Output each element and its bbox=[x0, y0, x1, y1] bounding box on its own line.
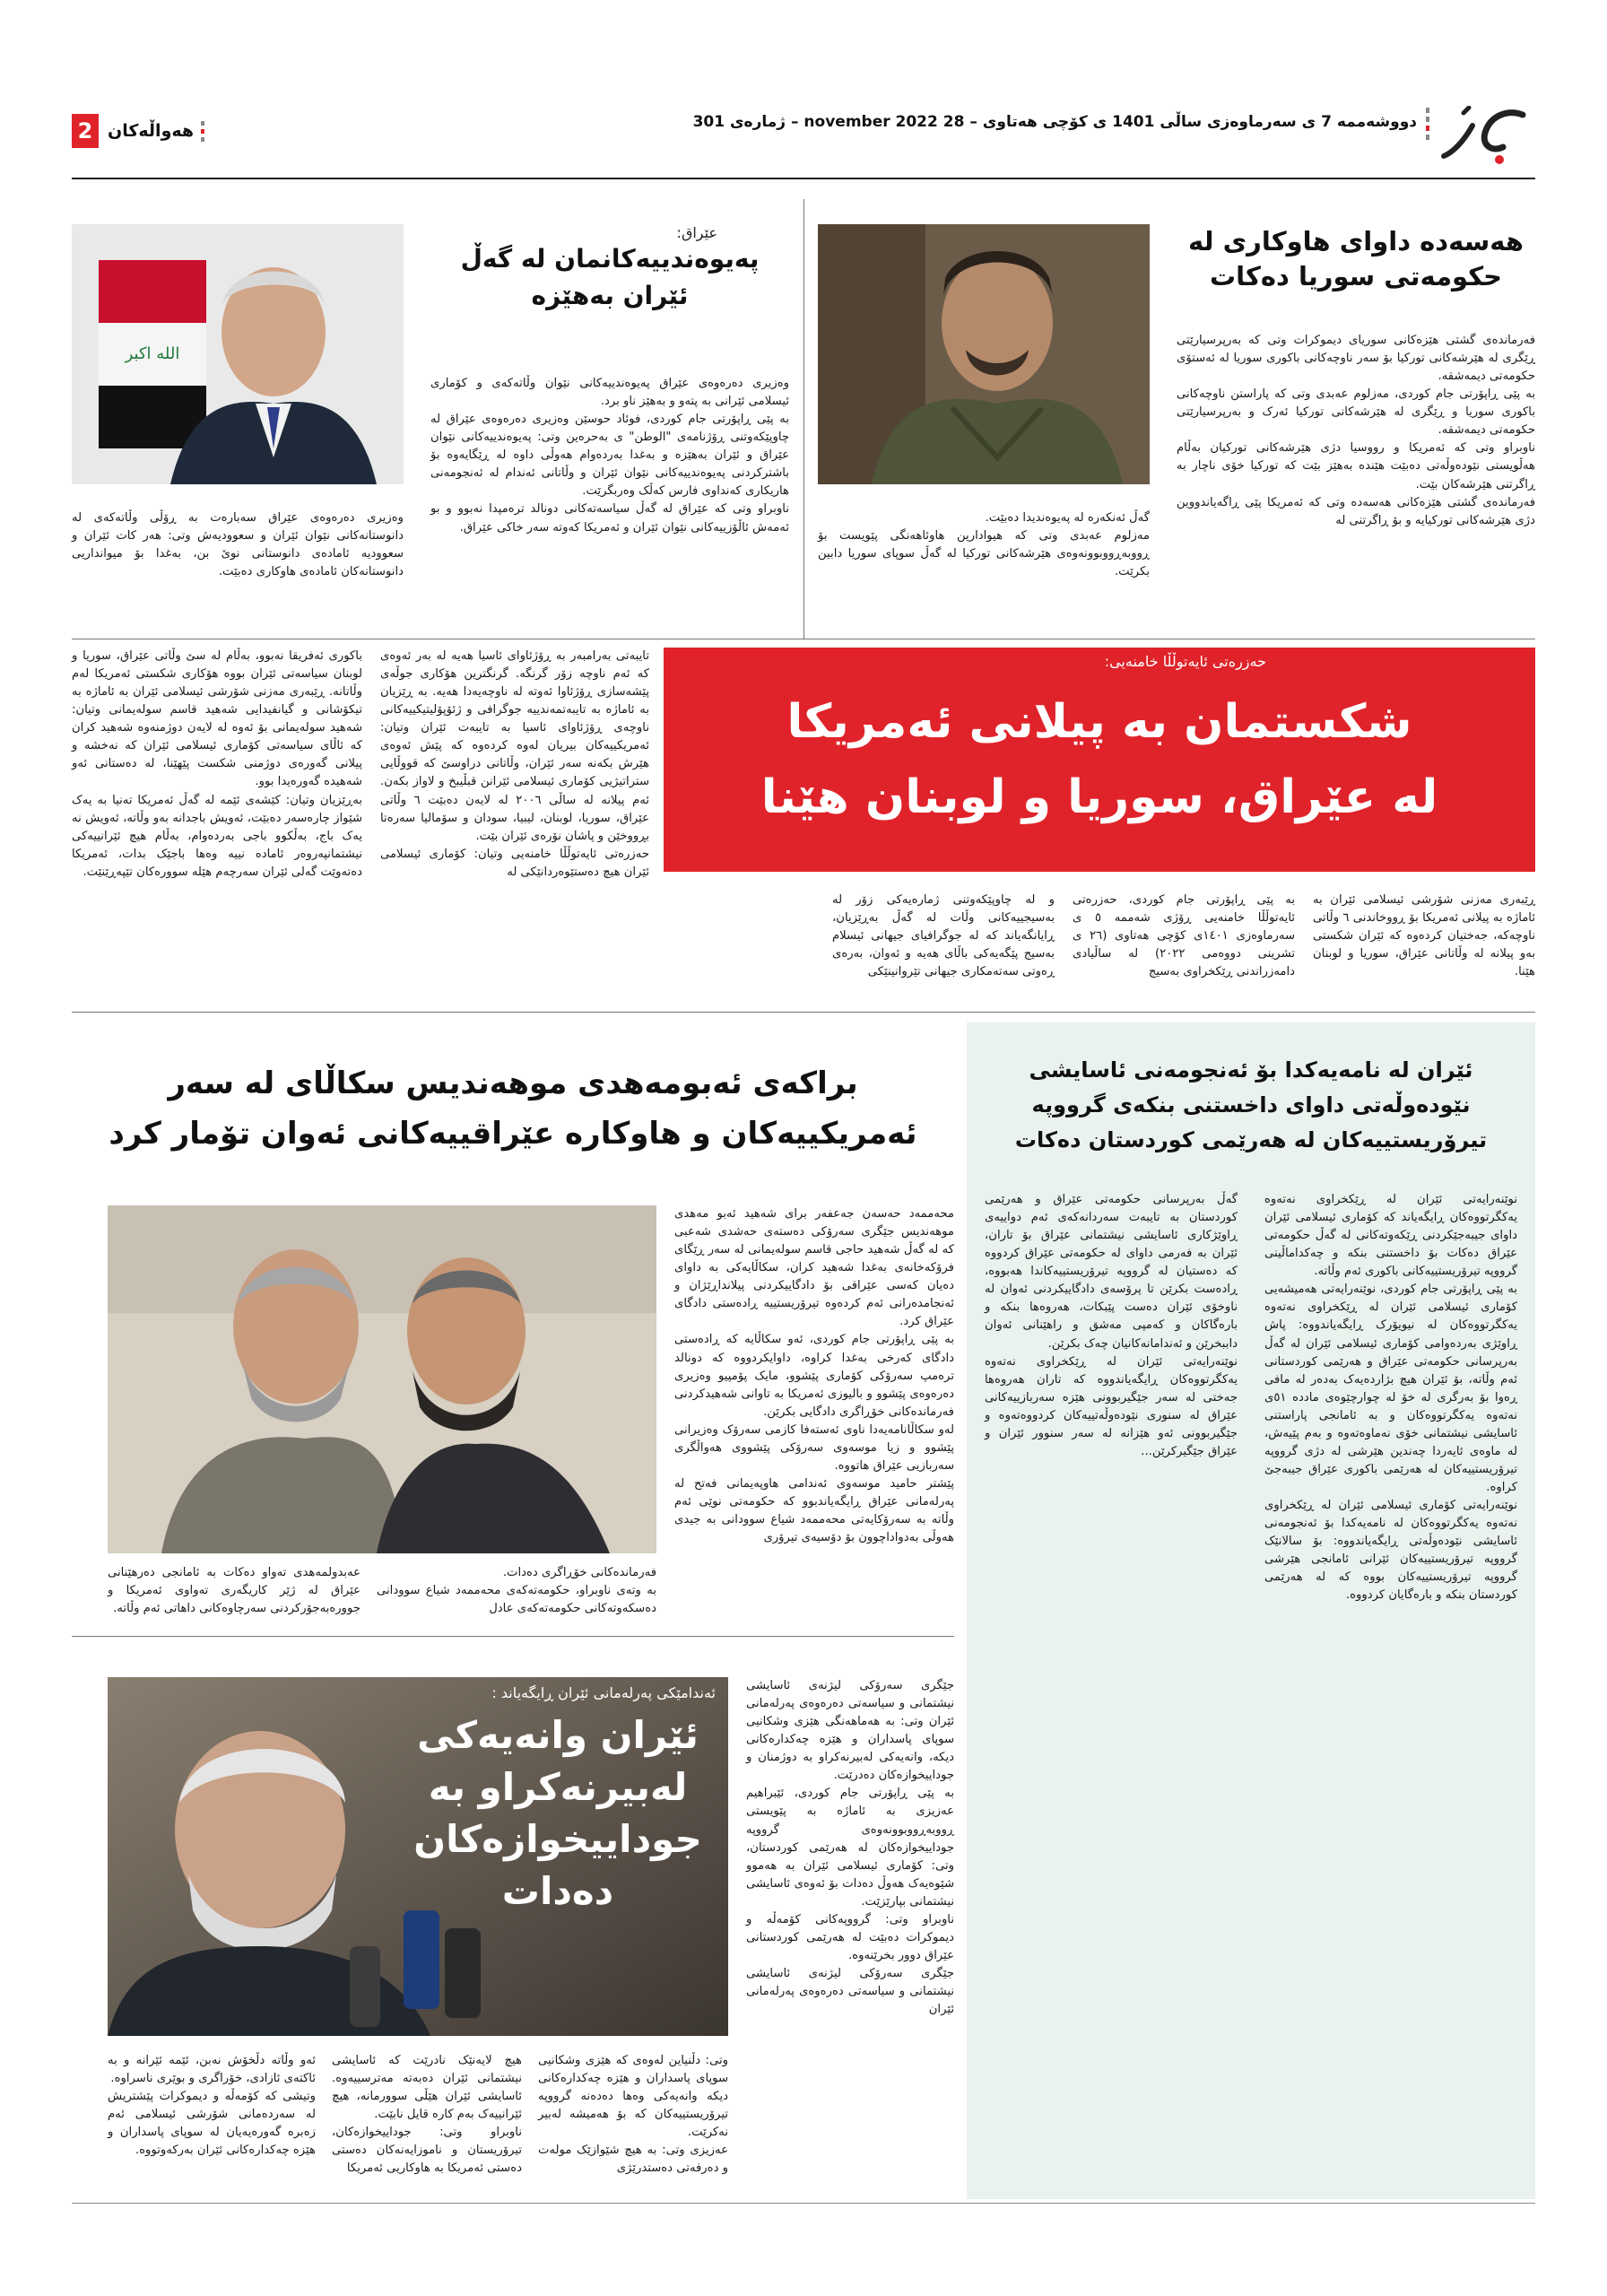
iraq-body bbox=[430, 375, 789, 537]
divider bbox=[72, 1636, 954, 1637]
article-sdf bbox=[818, 199, 1535, 630]
mp-photo-box bbox=[108, 1677, 728, 2036]
soleimani-body: محەممەد حەسەن جەعفەر برای شەهید ئەبو مەهدی موهەندیس جێگری سەرۆکی دەستەی حەشدی شەعبی کە لە گەڵ شەهید حاجی قاسم سولەیمانی لە سەر ڕێگای فرۆکەخانەی بەغدا شەهید کران، سکاڵایەکی بە داوای دەیان کەسی عێراقی بۆ دادگاییکردنی پیلانداڕێژان و ئەنجامدەرانی ئەم کردەوە تیرۆریستییە ڕادەستی دادگای عێراق کرد. بە پێی ڕاپۆرتی جام کوردی، ئەو سکاڵایە کە ڕادەستی دادگای کەرخی بەغدا کراوە، داوایکردووە کە دونالد ترەمپ سەرۆکی کۆماری پێشوو، مایک پۆمپیو وەزیری دەرەوەی پێشوو و بالیوزی ئەمریکا بە تاوانی شەهیدکردنی فەرماندەکانی خۆڕاگری دادگایی بکرێن. لەو سکاڵانامەیەدا ناوی ئەستەفا کازمی سەرۆک وەزیرانی پێشوو و زیا موسەوی سەرۆکی پێشووی هەواڵگری سەربازیی عێراق هاتووە. پێشتر حامید موسەوی ئەندامی هاوپەیمانی فەتح لە پەرلەمانی عێراق ڕایگەیاندبوو کە حکومەتی نوێی ئەم وڵاتە بە سەرۆکایەتی محەممەد شیاع سوودانی بە جیدی هەوڵی بەدواداچوون بۆ دۆسیەی تیرۆری bbox=[674, 1207, 954, 1545]
mp-col-c: هیچ لایەنێک نادرێت کە ئاسایشی نیشتمانی ئێران دەبەتە مەترسییەوە. ئاسایشی ئێران هێڵی سوورمانە، هیچ ئێرانییەک بەم کارە قایل نابێت. ناوبراو وتی: جوداییخوازەکان، تیرۆریستان و ناموزایەنەکان دەستی دەستی ئەمریکا بە هاوکاریی ئەمریکا bbox=[332, 2054, 522, 2176]
khamenei-headline-1: شکستمان بە پیلانی ئەمریکا bbox=[786, 695, 1412, 749]
khamenei-col-d bbox=[380, 648, 649, 882]
article-iran-letter bbox=[967, 1022, 1535, 2199]
iraq-headline-2: ئێران بەهێزە bbox=[531, 280, 689, 310]
mp-col-b: وتی: دڵنیاین لەوەی کە هێزی وشکانیی سوپای پاسداران و هێزە چەکدارەکانی دیکە وانەیەکی وەها دەدەنە گرووپە تیرۆریستییەکان کە بۆ هەمیشە لەبیر نەکرێت. عەزیزی وتی: بە هیچ شێوازێک مولەت و دەرفەتی دەستدرێژی bbox=[538, 2054, 728, 2176]
iraq-kicker: عێراق: bbox=[676, 224, 717, 241]
khamenei-kicker: حەزرەتی ئایەتوڵڵا خامنەیی: bbox=[1104, 653, 1266, 670]
svg-text:الله اكبر: الله اكبر bbox=[125, 344, 180, 363]
iran-letter-headline-block bbox=[985, 1053, 1517, 1158]
page-bottom-rule bbox=[72, 2203, 1535, 2204]
soleimani-headline-1: براکەی ئەبومەهدی موهەندیس سکاڵای لە سەر bbox=[168, 1065, 858, 1101]
commander-portrait bbox=[818, 224, 1150, 484]
two-men-photo bbox=[108, 1205, 656, 1553]
iraq-paragraph: وەزیری دەرەوەی عێراق پەیوەندییەکانی نێوان وڵاتەکەی و کۆماری ئیسلامی ئێرانی بە پتەو و بەهێز ناو برد. bbox=[430, 377, 789, 409]
sdf-photo bbox=[818, 224, 1150, 484]
sdf-body bbox=[1177, 332, 1535, 530]
page-number-badge bbox=[72, 114, 99, 148]
article-mp bbox=[72, 1645, 954, 2199]
mp-headline-2: لەبیرنەکراو بە bbox=[428, 1764, 688, 1809]
soleimani-headline-block bbox=[72, 1058, 954, 1159]
mp-col-a: جێگری سەرۆکی لیژنەی ئاسایشی نیشتمانی و سیاسەتی دەرەوەی پەرلەمانی ئێران وتی: بە هەماهەنگی هێزی وشکانیی سوپای پاسداران و هێزە چەکدارەکانی دیکە، وانەیەکی لەبیرنەکراو بە دوژمنان و جوداییخوازەکان دەدرێت. بە پێی ڕاپۆرتی جام کوردی، ئێبراهیم عەزیزی بە ئاماژە بە پێویستی ڕووبەڕووبوونەوەی گرووپە جوداییخوازەکان لە هەرێمی کوردستان، وتی: کۆماری ئیسلامی ئێران بە هەموو شێوەیەک هەوڵ دەدات بۆ ئەوەی ئاسایشی نیشتمانی بپارێزێت. ناوبراو وتی: گرووپەکانی کۆمەڵە و دیموکرات دەبێت لە هەرێمی کوردستانی عێراق دوور بخرێنەوە. جێگری سەرۆکی لیژنەی ئاسایشی نیشتمانی و سیاسەتی دەرەوەی پەرلەمانی ئێران bbox=[746, 1679, 954, 2017]
sdf-paragraph: ناوبراو وتی کە ئەمریکا و رووسیا دژی هێرشەکانی تورکیان بەڵام هەڵویستی نێودەوڵەتی دەبێت هێندە بەهێز بێت کە تورکیا خۆی ناچار بە ڕاگرتنی هێرشەکان بێت. bbox=[1177, 441, 1535, 491]
logo bbox=[1437, 106, 1535, 172]
iraq-paragraph: بە پێی ڕاپۆرتی جام کوردی، فوئاد حوسێن وەزیری دەرەوەی عێراق لە چاوپێکەوتنی ڕۆژنامەی "الوطن" ی بەحرەین وتی: پەیوەندییەکانی نێوان عێراق و ئێران بەهێزە و بەغدا بەردەوام هەوڵی داوە لە ڕێگایەوە بۆ باشترکردنی پەیوەندییەکانی نێوان ئێران و وڵاتانی ئەندام لە ئەنجومەنی هاریکاری کەنداوی فارس کەڵک وەربگرێت. bbox=[430, 413, 789, 499]
article-khamenei bbox=[72, 648, 1535, 1003]
soleimani-col2: فەرماندەکانی خۆڕاگری دەدات. بە وتەی ناوبراو، حکومەتەکەی محەممەد شیاع سوودانی دەسکەوتەکانی حکومەتەکەی عادل bbox=[377, 1566, 656, 1616]
iraq-headline-block bbox=[430, 224, 789, 314]
mp-col-d: ئەو وڵاتە دڵخۆش نەبن، ئێمە ئێرانە و بە ئاکتەی ئازادی، خۆراگری و بوێری ناسراوە. وتیشی کە کۆمەڵە و دیموکرات پێشتریش لە سەردەمانی شۆرشی ئیسلامی ئەم زەبرە گەورەیەیان لە سوپای پاسداران و هێزە چەکدارەکانی ئێران بەرکەوتووە. bbox=[108, 2054, 316, 2158]
mp-kicker: ئەندامێکی پەرلەمانی ئێران ڕایگەیاند : bbox=[491, 1684, 716, 1701]
khamenei-paragraph: حەزرەتی ئایەتوڵڵا خامنەیی وتیان: کۆماری ئیسلامی ئێران هیچ دەستێوەردانێکی لە bbox=[380, 847, 649, 879]
iran-letter-headline-1: ئێران لە نامەیەکدا بۆ ئەنجومەنی ئاسایشی bbox=[1029, 1057, 1473, 1083]
section-tag bbox=[72, 113, 204, 149]
iran-letter-col-left: گەڵ بەرپرسانی حکومەتی عێراق و هەرێمی کوردستان بە تایبەت سەردانەکەی ئەم دواییەی ڕاوێژکاری ئاسایشی نیشتمانی عێراق بۆ تاران، ئێران بە فەرمی داوای لە حکومەتی عێراق کردووە کە دەستیان لە گرووپە تیرۆریستییەکاندا هەبووە، ڕادەست بکرێن تا پرۆسەی دادگاییکردنی ئەوان لە ناوخۆی ئێران دەست پێبکات، هەروەها بنکە و بارەگاکان و کەمپی مەشق و راهێنانی ئەوان داببخرێن و ئەندامانەکانیان چەک بکرێن. نوێنەرایەتی ئێران لە ڕێکخراوی نەتەوە یەکگرتووەکان ڕایگەیاندووە کە تاران هەروەها جەختی لە سەر جێگیربوونی هێزە سەربازییەکانی عێراق لە سنوری نێودەوڵەتییەکان کردووەتەوە و جێگیربوونی ئەو هێزانە لە سەر سنوور ئێران و عێراق جێگیرکرێن... bbox=[985, 1193, 1238, 1458]
iran-letter-headline-3: تیرۆریستییەکان لە هەرێمی کوردستان دەکات bbox=[1014, 1126, 1488, 1152]
logo-mark bbox=[1437, 106, 1535, 172]
sdf-paragraph: فەرماندەی گشتی هێزەکانی سوریای دیموکرات وتی کە بەرپرسیارێتی ڕێگری لە هێرشەکانی تورکیا بۆ سەر ناوچەکانی باکوری سوریا لە ئەستۆی حکومەتی دیمەشقە. bbox=[1177, 334, 1535, 384]
article-iraq bbox=[72, 199, 789, 630]
masthead bbox=[72, 100, 1535, 181]
khamenei-col-b: بە پێی ڕاپۆرتی جام کوردی، حەزرەتی ئایەتوڵڵا خامنەیی ڕۆژی شەممە ٥ ی سەرماوەزی ١٤٠١ی کۆچی هەتاوی (٢٦ ی تشرینی دووەمی ٢٠٢٢) لە ساڵیادی دامەزراندنی ڕێکخراوی بەسیج bbox=[1073, 893, 1296, 979]
sdf-body-cont: گەڵ ئەنکەرە لە پەیوەندیدا دەبێت. مەزلوم عەبدی وتی کە هیوادارین هاوئاهەنگی پێویست بۆ ڕووبەڕووبوونەوەی هێرشەکانی تورکیا لە گەڵ سوپای سوریا دابین بکرێت. bbox=[818, 511, 1150, 579]
minister-portrait bbox=[72, 224, 404, 484]
sdf-headline-block bbox=[1177, 224, 1535, 294]
khamenei-col-c: و لە چاوپێکەوتنی ژمارەیەکی زۆر لە بەسیجییەکانی وڵات لە گەڵ بەڕێزیان، ڕایانگەیاند کە لە جوگرافیای جیهانی ئیسلام بەسیج پێگەیەکی باڵای هەیە و ئەوان، بەرەی ڕەوتی سەتەمکاری جیهانی تێروانینێکی bbox=[832, 893, 1055, 979]
mp-headline-3: جوداییخوازەکان دەدات bbox=[413, 1816, 702, 1913]
khamenei-col-e bbox=[72, 648, 362, 882]
iraq-photo bbox=[72, 224, 404, 484]
section-label: هەواڵەکان bbox=[108, 121, 195, 141]
sdf-paragraph: فەرماندەی گشتی هێزەکانی هەسەدە وتی کە ئەمریکا پێی ڕاگەیاندووین دژی هێرشەکانی تورکیایە و بۆ ڕاگرتنی لە bbox=[1177, 495, 1535, 527]
dateline: دووشەممە 7 ی سەرماوەزی ساڵی 1401 ی کۆچی هەتاوی – 28 november 2022 – ژمارەی 301 bbox=[692, 113, 1417, 131]
khamenei-paragraph: بەڕێزیان وتیان: کێشەی ئێمە لە گەڵ ئەمریکا تەنیا بە یەک شێواز چارەسەر دەبێت، ئەویش باجدانە بەو وڵاتە، ئەویش نە یەک باج، بەڵکوو باجی بەردەوام، بەڵام هیچ ئێرانییەکی نیشتمانپەروەر ئامادە نییە وەها باجێک بدات، ئەمریکا دەتەوێت گەلی ئێران سەرچەم هێلە سوورەکان تێپەڕێنێت. bbox=[72, 793, 362, 879]
soleimani-headline-2: ئەمریکییەکان و هاوکارە عێراقییەکانی ئەوان تۆمار کرد bbox=[109, 1116, 917, 1152]
mp-headline-block bbox=[387, 1709, 728, 1918]
khamenei-col-a: ڕێبەری مەزنی شۆرشی ئیسلامی ئێران بە ئاماژە بە پیلانی ئەمریکا بۆ ڕووخاندنی ٦ وڵاتی ناوچەکە، جەختیان کردەوە کە ئێران شکستی بەو پیلانە لە وڵاتانی عێراق، سوریا و لوبنان هێنا. bbox=[1313, 893, 1535, 979]
masthead-rule bbox=[72, 178, 1535, 179]
soleimani-col3: عەبدولمەهدی تەواو دەکات بە ئامانجی دەرهێنانی عێراق لە ژێر کاریگەری تەواوی ئەمریکا و جوورەبەجۆرکردنی سەرچاوەکانی داهاتی ئەم وڵاتە. bbox=[108, 1566, 360, 1616]
article-soleimani bbox=[72, 1022, 954, 1627]
divider bbox=[72, 1012, 1535, 1013]
khamenei-paragraph: تایبەتی بەرامبەر بە ڕۆژئاوای ئاسیا هەیە لە بەر ئەوەی کە ئەم ناوچە زۆر گرنگە. گرنگترین هۆکاری جوڵەی پێشەسازی ڕۆژئاوا ئەوتە لە ناوچەیەدا هەیە. بە ڕێزیان بە ئاماژە بە تایبەتمەندییە جوگرافی و ژئۆپۆلیتیکییەکانی ناوچەی ڕۆژئاوای ئاسیا بە تایبەت ئێران وتیان: ئەمریکییەکان بیریان لەوە کردەوە کە پێش ئەوەی هێرش بکەنە سەر ئێران، وڵاتانی دراوسێ کە قووڵایی ستراتیژیی کۆماری ئیسلامی ئێرانن قبڵیبخ و لاواز بکەن. ئەم پیلانە لە ساڵی ٢٠٠٦ لە لایەن دەبێت ٦ وڵاتی عێراق، سوریا، لوبنان، لیبیا، سودان و سۆمالیا سەرەتا بڕووخێن و پاشان نۆرەی ئێران بێت. bbox=[380, 649, 649, 843]
iraq-body-cont: وەزیری دەرەوەی عێراق سەبارەت بە ڕۆڵی وڵاتەکەی لە دانوستانەکانی نێوان ئێران و سعوودیەش وتی: هەر کات ئێران و سعوودیە ئامادەی دانوستانی نوێ بن، بەغدا بۆ میوانداریی دانوستانەکان ئامادەی هاوکاری دەبێت. bbox=[72, 511, 404, 579]
sdf-headline-1: هەسەدە داوای هاوکاری لە bbox=[1188, 226, 1524, 257]
khamenei-headline-2: لە عێراق، سوریا و لوبنان هێنا bbox=[760, 770, 1438, 824]
page-number: 2 bbox=[77, 118, 93, 144]
mp-headline-1: ئێران وانەیەکی bbox=[417, 1713, 699, 1757]
khamenei-paragraph: باکوری ئەفریقا نەبوو، بەڵام لە سێ وڵاتی عێراق، سوریا و لوبنان سیاسەتی ئێران بووە هۆکاری شکستی ئەمریکا لەم وڵاتانە. ڕێبەری مەزنی شۆرشی ئیسلامی ئێران بە ئاماژە بە تیکۆشانی و گیانفیدایی شەهید قاسم سولەیمانی وتیان: شەهید سولەیمانی بۆ ئەوە لە لایەن دوژمنەوە شەهید کران کە ئاڵای سیاسەتی کۆماری ئیسلامی ئێران کە نەخشە و پیلانی گەورەی دوژمنی شکست پێهێنا، لە دەستانی ئەو شەهیدە گەورەیدا بوو. bbox=[72, 649, 362, 789]
khamenei-banner bbox=[664, 648, 1535, 872]
soleimani-photo bbox=[108, 1205, 656, 1553]
iran-letter-col-right: نوێنەرایەتی ئێران لە ڕێکخراوی نەتەوە یەکگرتووەکان ڕایگەیاند کە کۆماری ئیسلامی ئێران داوای جیبەجێکردنی ڕێکەوتەکانی لە گەڵ حکومەتی عێراق دەکات بۆ داخستنی بنکە و چەکداماڵینی گرووپە تیرۆریستییەکانی باکوری ئەم وڵاتە. بە پێی ڕاپۆرتی جام کوردی، نوێنەرایەتی هەمیشەیی کۆماری ئیسلامی ئێران لە ڕێکخراوی نەتەوە یەکگرتووەکان لە نیویۆرک ڕایگەیاندووە: پاش ڕاوێژی بەردەوامی کۆماری ئیسلامی ئێران لە گەڵ بەرپرسانی حکومەتی عێراق و هەرێمی کوردستانی ئەم وڵاتە، بۆ ئێران هیچ بژاردەیەک بەدەر لە مافی ڕەوا بۆ بەرگری لە خۆ لە چوارچێوەی ماددە ٥١ی نەتەوە یەکگرتووەکان و بە ئامانجی پاراستنی ئاسایشی نیشتمانی خۆی نەماوەتەوە و بەم پێیەش، لە ماوەی ئایەردا چەندین هێرشی لە دژی گرووپە تیرۆریستییەکان لە هەرێمی باکوری عێراق جیبەجێ کراوە. نوێنەرایەتی کۆماری ئیسلامی ئێران لە ڕێکخراوی نەتەوە یەکگرتووەکان لە نامەیەکدا بۆ ئەنجومەنی ئاسایشی نێودەوڵەتی ڕایگەیاندووە: بۆ سالانێک گرووپە تیرۆریستییەکان ئێرانی ئامانجی هێرشی گرووپە تیرۆریستییەکان بووە کە لە هەرێمی کوردستان بنکە و بارەگایان کردووە. bbox=[1264, 1193, 1517, 1603]
iran-letter-headline-2: نێودەوڵەتی داوای داخستنی بنکەی گرووپە bbox=[1031, 1091, 1471, 1118]
iraq-paragraph: ناوبراو وتی کە عێراق لە گەڵ سیاسەتەکانی دونالد ترەمپدا نەبوو و بو ئەمەش ئاڵۆزییەکانی نێوان ئێران و ئەمریکا کەوتە سەر خاکی عێراق. bbox=[430, 502, 789, 535]
iraq-headline-1: پەیوەندییەکانمان لە گەڵ bbox=[460, 244, 760, 274]
sdf-headline-2: حکومەتی سوریا دەکات bbox=[1210, 261, 1502, 292]
masthead-separator bbox=[1426, 108, 1429, 170]
sdf-paragraph: بە پێی ڕاپۆرتی جام کوردی، مەزلوم عەبدی وتی کە پاراستن ناوچەکانی باکوری سوریا و ڕێگری لە هێرشەکانی تورکیا ئەرک و بەرپرسیارێتی حکومەتی دیمەشقە. bbox=[1177, 387, 1535, 438]
